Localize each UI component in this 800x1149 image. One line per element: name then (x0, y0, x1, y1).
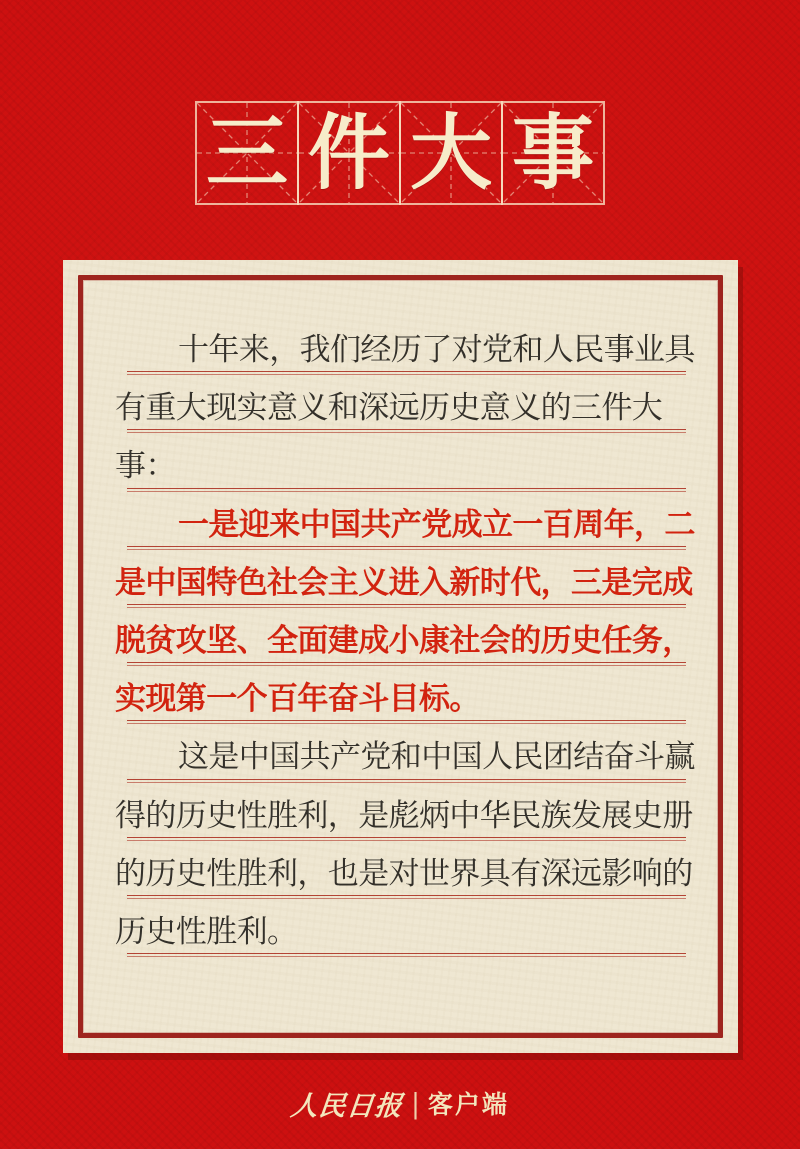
line-text: 十年来，我们经历了对党和人民事业具 (178, 332, 695, 368)
line-text: 历史性胜利。 (115, 913, 298, 949)
text-line (115, 375, 694, 433)
title-character: 三 (205, 105, 288, 201)
title-grid (195, 101, 605, 205)
line-text: 脱贫攻坚、全面建成小康社会的历史任务， (115, 623, 693, 659)
client-label: 客户端 (427, 1091, 509, 1119)
text-line-highlight (115, 550, 694, 608)
title-character: 大 (409, 105, 492, 201)
title-character: 件 (307, 105, 390, 201)
title-grid-cell (501, 101, 605, 205)
title-grid-cell (399, 101, 503, 205)
text-area (115, 317, 694, 957)
line-text: 事： (115, 448, 176, 484)
title-grid-cell (195, 101, 299, 205)
text-line (115, 899, 694, 957)
text-line (115, 317, 694, 375)
line-text: 实现第一个百年奋斗目标。 (115, 681, 480, 717)
text-line-highlight (115, 492, 694, 550)
line-text: 的历史性胜利，也是对世界具有深远影响的 (115, 855, 693, 891)
text-line (115, 724, 694, 782)
footer-logo (0, 1086, 800, 1120)
line-text: 得的历史性胜利，是彪炳中华民族发展史册 (115, 797, 693, 833)
title-grid-cell (297, 101, 401, 205)
content-card (63, 260, 738, 1053)
text-line-highlight (115, 608, 694, 666)
ruled-line (127, 953, 686, 957)
text-line-highlight (115, 666, 694, 724)
divider-bar: | (412, 1085, 419, 1120)
line-text: 有重大现实意义和深远历史意义的三件大 (115, 390, 663, 426)
text-line (115, 433, 694, 491)
text-line (115, 783, 694, 841)
line-text: 一是迎来中国共产党成立一百周年，二 (178, 506, 695, 542)
text-line (115, 841, 694, 899)
title-character: 事 (511, 105, 594, 201)
line-text: 是中国特色社会主义进入新时代，三是完成 (115, 564, 693, 600)
line-text: 这是中国共产党和中国人民团结奋斗赢 (178, 739, 695, 775)
peoples-daily-wordmark: 人民日报 (289, 1090, 405, 1122)
